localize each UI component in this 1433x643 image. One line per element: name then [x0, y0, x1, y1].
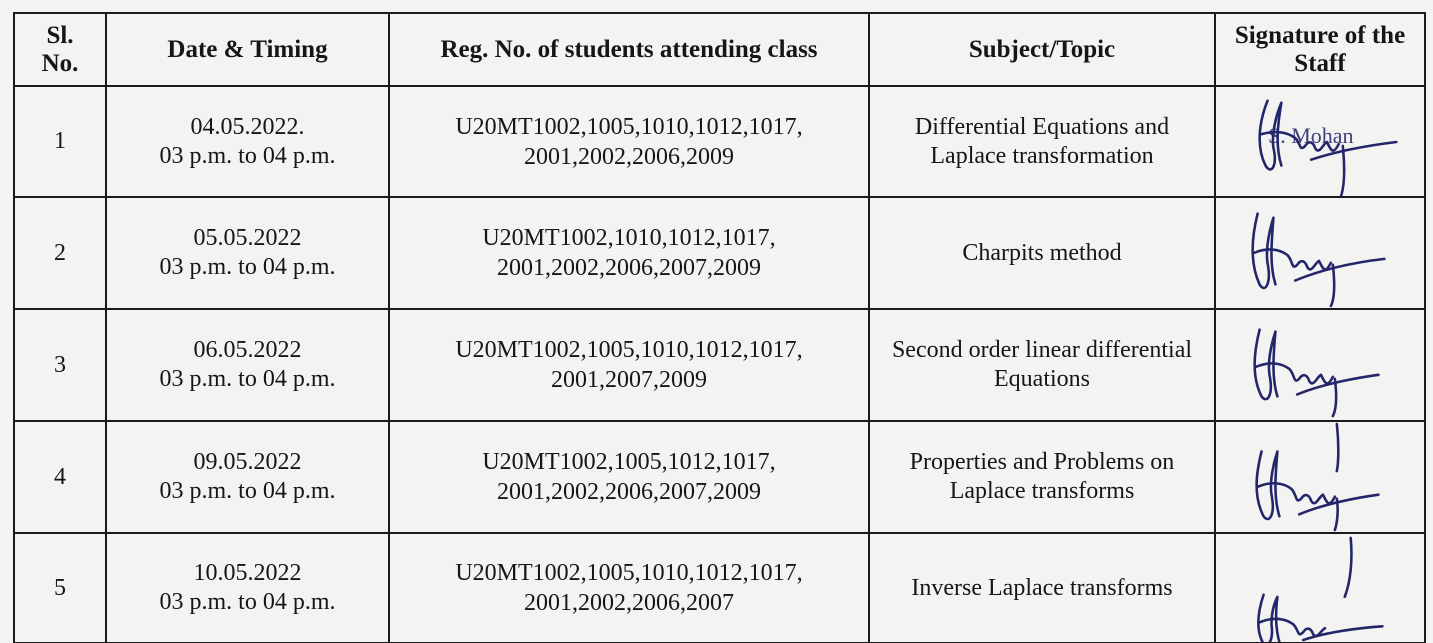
cell-date-timing	[106, 309, 389, 421]
cell-timing: 03 p.m. to 04 p.m.	[159, 478, 336, 504]
cell-timing: 03 p.m. to 04 p.m.	[159, 366, 336, 392]
table-row	[14, 197, 1425, 309]
header-subject-topic: Subject/Topic	[869, 13, 1215, 86]
header-row	[14, 13, 1425, 86]
cell-signature	[1215, 309, 1425, 421]
cell-date: 09.05.2022	[193, 449, 302, 475]
topic-text: Charpits method	[962, 239, 1122, 266]
cell-topic	[869, 309, 1215, 421]
cell-sl-no: 4	[14, 421, 106, 533]
cell-date-timing	[106, 86, 389, 197]
attendance-table	[13, 12, 1426, 643]
table-row	[14, 421, 1425, 533]
cell-reg-no: U20MT1002,1005,1012,1017, 2001,2002,2006,2007,2009	[389, 421, 869, 533]
topic-text: Properties and Problems on Laplace transforms	[909, 449, 1175, 504]
cell-topic	[869, 421, 1215, 533]
cell-timing: 03 p.m. to 04 p.m.	[159, 142, 336, 169]
topic-text: Inverse Laplace transforms	[911, 574, 1173, 601]
signature-icon	[1216, 87, 1424, 196]
cell-signature	[1215, 86, 1425, 197]
cell-topic	[869, 86, 1215, 197]
cell-date: 06.05.2022	[193, 337, 302, 363]
table-row	[14, 309, 1425, 421]
cell-timing: 03 p.m. to 04 p.m.	[159, 254, 336, 280]
cell-date: 05.05.2022	[193, 225, 302, 251]
topic-text: Second order linear differential Equations	[891, 337, 1193, 392]
signature-icon	[1216, 310, 1424, 420]
cell-date-timing	[106, 533, 389, 643]
cell-timing: 03 p.m. to 04 p.m.	[159, 589, 336, 615]
cell-date: 04.05.2022.	[190, 113, 305, 140]
header-sl-no: Sl. No.	[14, 13, 106, 86]
signature-icon	[1216, 198, 1424, 308]
signature-icon	[1216, 422, 1424, 532]
cell-topic	[869, 533, 1215, 643]
header-reg-no: Reg. No. of students attending class	[389, 13, 869, 86]
cell-sl-no: 3	[14, 309, 106, 421]
cell-signature	[1215, 197, 1425, 309]
cell-topic	[869, 197, 1215, 309]
table-row	[14, 86, 1425, 197]
signature-icon	[1216, 534, 1424, 642]
cell-sl-no: 1	[14, 86, 106, 197]
cell-signature	[1215, 421, 1425, 533]
cell-reg-no: U20MT1002,1005,1010,1012,1017, 2001,2002,2006,2009	[389, 86, 869, 197]
cell-date-timing	[106, 421, 389, 533]
cell-reg-no: U20MT1002,1005,1010,1012,1017, 2001,2002,2006,2007	[389, 533, 869, 643]
signature-printed-name: S. Mohan	[1268, 123, 1354, 148]
cell-date: 10.05.2022	[193, 560, 302, 586]
cell-sl-no: 5	[14, 533, 106, 643]
cell-reg-no: U20MT1002,1010,1012,1017, 2001,2002,2006,2007,2009	[389, 197, 869, 309]
cell-reg-no: U20MT1002,1005,1010,1012,1017, 2001,2007,2009	[389, 309, 869, 421]
cell-sl-no: 2	[14, 197, 106, 309]
header-date-timing: Date & Timing	[106, 13, 389, 86]
cell-signature	[1215, 533, 1425, 643]
table-row	[14, 533, 1425, 643]
cell-date-timing	[106, 197, 389, 309]
topic-text: Differential Equations and Laplace transformation	[914, 113, 1170, 169]
header-signature: Signature of the Staff	[1215, 13, 1425, 86]
